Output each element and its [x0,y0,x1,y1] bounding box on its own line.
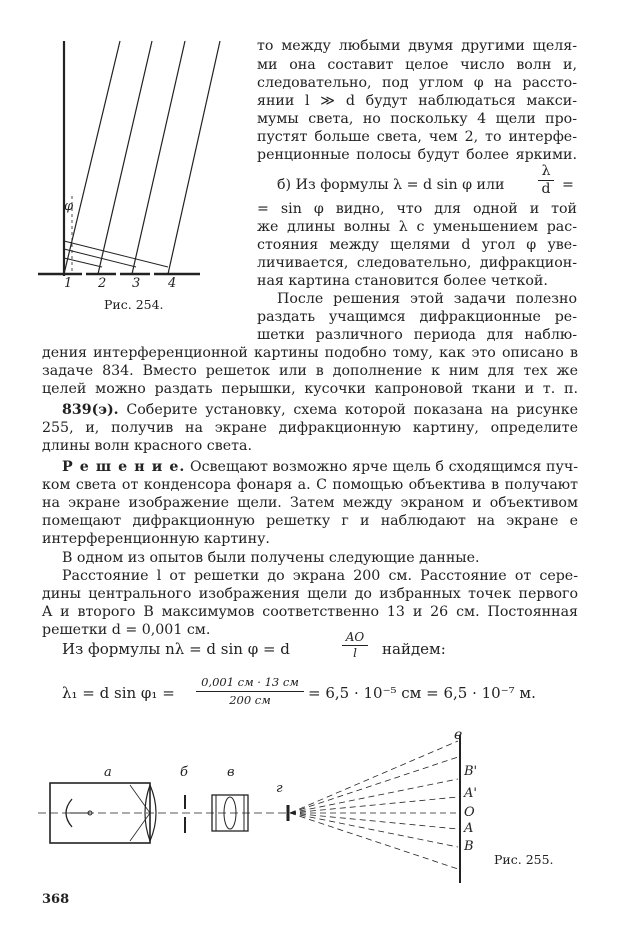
text-line: После решения этой задачи полезно [277,291,577,307]
text-line: пустят больше света, чем 2, то интерфе- [257,129,577,145]
figure-254 [30,36,230,336]
frac-num-ao: AO [345,630,365,644]
ray-4 [168,41,220,274]
solution-heading: Р е ш е н и е. [62,459,186,475]
fig255-label-g: г [276,781,283,796]
formula-fraction [342,630,368,661]
page-number: 368 [42,892,70,907]
text-line: = sin φ видно, что для одной и той [257,201,577,217]
text-line: ная картина становится более четкой. [257,273,548,289]
wavefront-3 [64,258,102,267]
text-line: интерференционную картину. [42,531,270,547]
text-line: на экране изображение щели. Затем между экраном и объективом [42,495,578,511]
fig255-label-v: в [227,765,235,780]
figure-255-caption: Рис. 255. [494,852,554,867]
text-line: раздать учащимся дифракционные ре- [257,309,577,325]
result-rhs: = 6,5 · 10⁻⁵ см = 6,5 · 10⁻⁷ м. [308,684,536,702]
screen-label-a-prime: A' [464,786,477,801]
fig254-label-4: 4 [168,276,177,291]
text-line: задаче 834. Вместо решеток или в дополнение к ним для тех же [42,363,578,379]
text-line: ренционные полосы будут более яркими. [257,147,577,163]
text-line: стояния между щелями d угол φ уве- [257,237,577,253]
frac-den-l: l [342,645,368,661]
text-line: то между любыми двумя другими щеля- [257,38,577,54]
text-line: В одном из опытов были получены следующие данные. [62,550,480,566]
solution-text: Освещают возможно ярче щель б сходящимся пуч- [189,459,578,475]
text-line: личивается, следовательно, дифракцион- [257,255,577,271]
text-line: целей можно раздать перышки, кусочки капроновой ткани и т. п. [42,381,578,397]
text-line: A и второго B максимумов соответственно 13 и 26 см. Постоянная [42,604,578,620]
ray-3 [132,41,185,274]
text-line: шетки различного периода для наблю- [257,327,577,343]
fig255-label-a: а [104,765,112,780]
text-line: дины центрального изображения щели до избранных точек первого [42,586,578,602]
formula-line: Из формулы nλ = d sin φ = d [62,640,290,658]
text-line: дения интерференционной картины подобно тому, как это описано в [42,345,578,361]
wavefront-1 [64,241,168,267]
text-line: же длины волны λ с уменьшением рас- [257,219,577,235]
result-lhs: λ₁ = d sin φ₁ = [62,684,175,702]
text-line: ми она составит целое число волн и, [257,57,577,73]
figure-254-caption: Рис. 254. [104,297,164,312]
problem-number: 839(э). [62,402,119,418]
ray-1 [64,41,120,274]
ray-2 [98,41,152,274]
problem-text: Соберите установку, схема которой показана на рисунке [126,402,578,418]
screen-label-b-prime: B' [464,764,478,779]
text-line: решетки d = 0,001 см. [42,622,211,638]
result-den: 200 см [196,691,304,709]
screen-label-b: B [464,839,474,854]
angle-label-phi: φ [64,199,74,214]
text-line: Расстояние l от решетки до экрана 200 см. Расстояние от сере- [62,568,578,584]
fig255-label-e: е [454,727,463,743]
fig254-label-1: 1 [64,276,73,291]
fig254-label-3: 3 [132,276,141,291]
fig255-label-b: б [180,765,188,780]
formula-b-prefix: б) Из формулы λ = d sin φ или [277,177,505,193]
screen-label-o: O [464,805,475,820]
text-line: мумы света, но поскольку 4 щели про- [257,111,577,127]
fig254-label-2: 2 [98,276,107,291]
result-num: 0,001 см · 13 см [201,675,299,689]
solution-first-line [62,458,578,476]
result-fraction [196,674,304,709]
text-line: помещают дифракционную решетку г и наблюдают на экране е [42,513,578,529]
text-line: длины волн красного света. [42,438,252,454]
formula-b-suffix: = [562,177,574,193]
frac-num: λ [541,163,551,179]
problem-839 [62,401,578,419]
screen-label-a: A [464,821,474,836]
text-line: ком света от конденсора фонаря а. С помощью объектива в получают [42,477,578,493]
formula-b [277,176,504,194]
text-line: 255, и, получив на экране дифракционную картину, определите [42,420,578,436]
text-line: следовательно, под углом φ на рассто- [257,75,577,91]
text-line: янии l ≫ d будут наблюдаться макси- [257,93,577,109]
formula-b-fraction [538,163,554,198]
frac-den: d [538,180,554,198]
formula-line-suffix: найдем: [382,640,446,658]
